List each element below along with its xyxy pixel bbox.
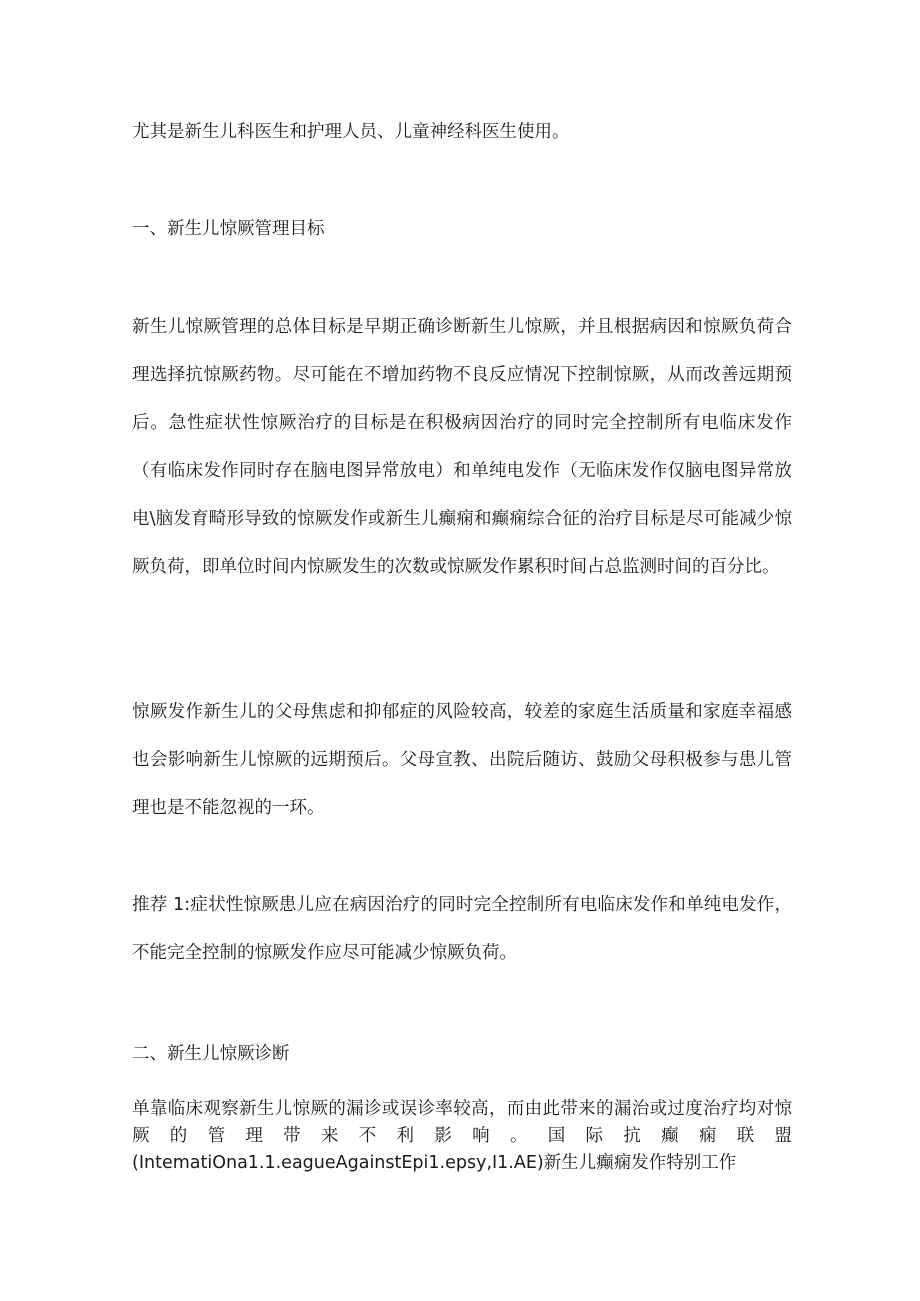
continuation-text: 尤其是新生儿科医生和护理人员、儿童神经科医生使用。 <box>132 122 570 142</box>
paragraph-diagnosis: 单靠临床观察新生儿惊厥的漏诊或误诊率较高，而由此带来的漏治或过度治疗均对惊厥的管理带来不利影响。国际抗癫痫联盟(IntematiOna1.1.eagueAgainstEpi1.epsy,I1.AE)新生儿癫痫发作特别工作 <box>132 1099 792 1173</box>
paragraph-parental-factors: 惊厥发作新生儿的父母焦虑和抑郁症的风险较高，较差的家庭生活质量和家庭幸福感也会影响新生儿惊厥的远期预后。父母宣教、出院后随访、鼓励父母积极参与患儿管理也是不能忽视的一环。 <box>132 702 792 818</box>
section-heading-management-goals: 一、新生儿惊厥管理目标 <box>132 219 325 239</box>
paragraph-management-goals: 新生儿惊厥管理的总体目标是早期正确诊断新生儿惊厥，并且根据病因和惊厥负荷合理选择抗惊厥药物。尽可能在不增加药物不良反应情况下控制惊厥，从而改善远期预后。急性症状性惊厥治疗的目标是在积极病因治疗的同时完全控制所有电临床发作（有临床发作同时存在脑电图异常放电）和单纯电发作（无临床发作仅脑电图异常放电\脑发育畸形导致的惊厥发作或新生儿癫痫和癫痫综合征的治疗目标是尽可能减少惊厥负荷，即单位时间内惊厥发生的次数或惊厥发作累积时间占总监测时间的百分比。 <box>132 317 792 577</box>
section-heading-diagnosis: 二、新生儿惊厥诊断 <box>132 1044 290 1064</box>
recommendation-1: 推荐 1:症状性惊厥患儿应在病因治疗的同时完全控制所有电临床发作和单纯电发作，不能完全控制的惊厥发作应尽可能减少惊厥负荷。 <box>132 895 792 963</box>
